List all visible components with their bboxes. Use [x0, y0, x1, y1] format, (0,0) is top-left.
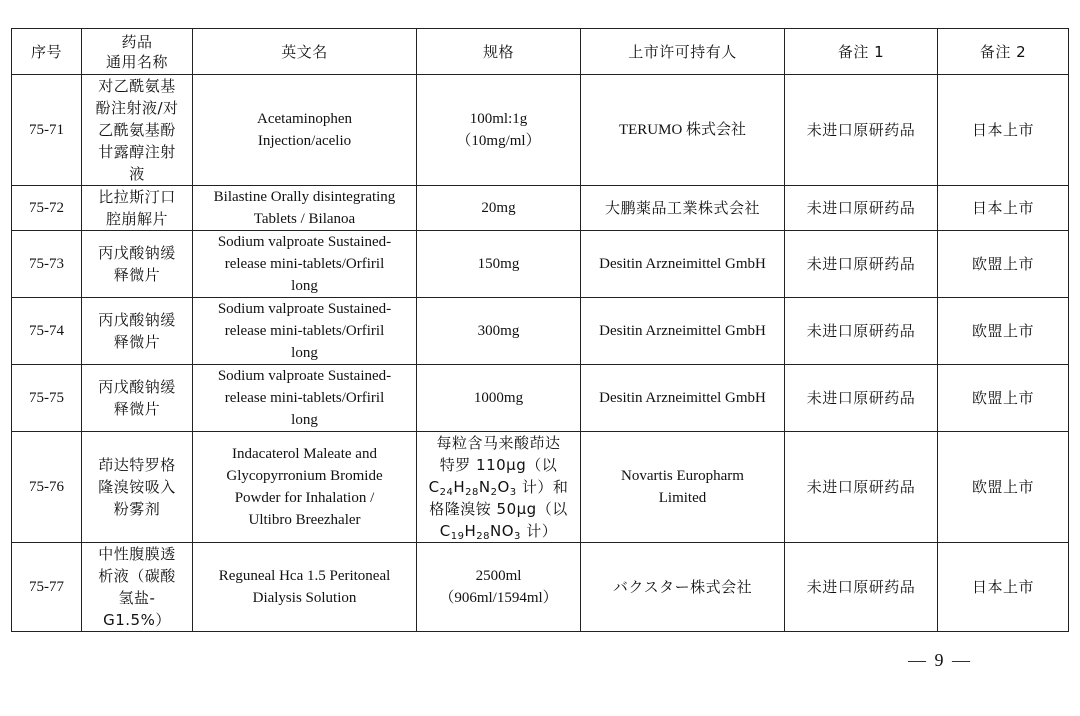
cell-specification	[417, 432, 581, 543]
formula-part: 计）和	[516, 478, 569, 496]
cell-note-2: 欧盟上市	[938, 432, 1069, 543]
cell-serial-number: 75-73	[12, 231, 82, 298]
formula-part: C	[428, 478, 440, 496]
cell-license-holder: Desitin Arzneimittel GmbH	[581, 365, 785, 432]
formula-subscript: 24	[439, 487, 454, 498]
formula-part: O	[497, 478, 510, 496]
cell-generic-name: 比拉斯汀口 腔崩解片	[82, 186, 193, 231]
header-english-name: 英文名	[193, 29, 417, 75]
formula-part: C	[439, 522, 451, 540]
cell-serial-number: 75-75	[12, 365, 82, 432]
table-row	[12, 186, 1069, 231]
spec-formula-line	[421, 520, 576, 542]
cell-english-name: Sodium valproate Sustained- release mini-tablets/Orfiril long	[193, 231, 417, 298]
cell-note-1: 未进口原研药品	[785, 231, 938, 298]
formula-subscript: 19	[450, 531, 465, 542]
cell-note-2: 日本上市	[938, 186, 1069, 231]
cell-note-2: 欧盟上市	[938, 365, 1069, 432]
table-header-row	[12, 29, 1069, 75]
formula-subscript: 28	[476, 531, 491, 542]
cell-serial-number: 75-71	[12, 75, 82, 186]
drug-list-table	[11, 28, 1069, 632]
cell-english-name: Reguneal Hca 1.5 Peritoneal Dialysis Solution	[193, 543, 417, 632]
cell-specification: 1000mg	[417, 365, 581, 432]
cell-license-holder: 大鹏薬品工業株式会社	[581, 186, 785, 231]
cell-generic-name: 丙戊酸钠缓 释微片	[82, 231, 193, 298]
cell-generic-name: 丙戊酸钠缓 释微片	[82, 298, 193, 365]
formula-subscript: 28	[465, 487, 479, 498]
cell-serial-number: 75-77	[12, 543, 82, 632]
table-row	[12, 543, 1069, 632]
table-row	[12, 75, 1069, 186]
cell-generic-name: 丙戊酸钠缓 释微片	[82, 365, 193, 432]
formula-part: NO	[490, 522, 515, 540]
cell-note-1: 未进口原研药品	[785, 298, 938, 365]
cell-specification: 150mg	[417, 231, 581, 298]
formula-subscript: 2	[490, 487, 498, 498]
cell-serial-number: 75-72	[12, 186, 82, 231]
header-note-1: 备注 1	[785, 29, 938, 75]
cell-note-1: 未进口原研药品	[785, 75, 938, 186]
cell-english-name: Indacaterol Maleate and Glycopyrronium Bromide Powder for Inhalation / Ultibro Breezhaler	[193, 432, 417, 543]
cell-note-2: 日本上市	[938, 75, 1069, 186]
cell-license-holder: Desitin Arzneimittel GmbH	[581, 298, 785, 365]
header-specification: 规格	[417, 29, 581, 75]
cell-note-1: 未进口原研药品	[785, 432, 938, 543]
spec-line: 每粒含马来酸茚达	[436, 434, 561, 452]
table-row	[12, 298, 1069, 365]
formula-part: N	[478, 478, 491, 496]
cell-note-2: 欧盟上市	[938, 231, 1069, 298]
cell-specification: 2500ml （906ml/1594ml）	[417, 543, 581, 632]
formula-subscript: 3	[514, 531, 521, 542]
cell-license-holder: バクスター株式会社	[581, 543, 785, 632]
spec-formula-line	[421, 476, 576, 498]
cell-english-name: Acetaminophen Injection/acelio	[193, 75, 417, 186]
cell-note-1: 未进口原研药品	[785, 543, 938, 632]
cell-license-holder: TERUMO 株式会社	[581, 75, 785, 186]
page-number: — 9 —	[908, 650, 972, 670]
formula-part: 计）	[520, 522, 558, 540]
cell-serial-number: 75-74	[12, 298, 82, 365]
cell-english-name: Sodium valproate Sustained- release mini-tablets/Orfiril long	[193, 298, 417, 365]
cell-generic-name: 中性腹膜透 析液（碳酸 氢盐- G1.5%）	[82, 543, 193, 632]
cell-specification: 100ml:1g （10mg/ml）	[417, 75, 581, 186]
cell-serial-number: 75-76	[12, 432, 82, 543]
cell-license-holder: Novartis Europharm Limited	[581, 432, 785, 543]
header-license-holder: 上市许可持有人	[581, 29, 785, 75]
cell-specification: 20mg	[417, 186, 581, 231]
spec-line: 格隆溴铵 50μg（以	[429, 500, 568, 518]
cell-generic-name: 对乙酰氨基 酚注射液/对 乙酰氨基酚 甘露醇注射 液	[82, 75, 193, 186]
table-row	[12, 432, 1069, 543]
spec-line: 特罗 110μg（以	[439, 456, 558, 474]
cell-specification: 300mg	[417, 298, 581, 365]
cell-generic-name: 茚达特罗格 隆溴铵吸入 粉雾剂	[82, 432, 193, 543]
cell-note-1: 未进口原研药品	[785, 365, 938, 432]
cell-english-name: Bilastine Orally disintegrating Tablets / Bilanoa	[193, 186, 417, 231]
table-row	[12, 231, 1069, 298]
cell-note-2: 欧盟上市	[938, 298, 1069, 365]
formula-part: H	[453, 478, 466, 496]
cell-note-2: 日本上市	[938, 543, 1069, 632]
formula-part: H	[464, 522, 477, 540]
formula-subscript: 3	[509, 487, 517, 498]
cell-license-holder: Desitin Arzneimittel GmbH	[581, 231, 785, 298]
cell-note-1: 未进口原研药品	[785, 186, 938, 231]
cell-english-name: Sodium valproate Sustained- release mini-tablets/Orfiril long	[193, 365, 417, 432]
header-generic-name: 药品 通用名称	[82, 29, 193, 75]
header-serial-number: 序号	[12, 29, 82, 75]
table-row	[12, 365, 1069, 432]
header-note-2: 备注 2	[938, 29, 1069, 75]
